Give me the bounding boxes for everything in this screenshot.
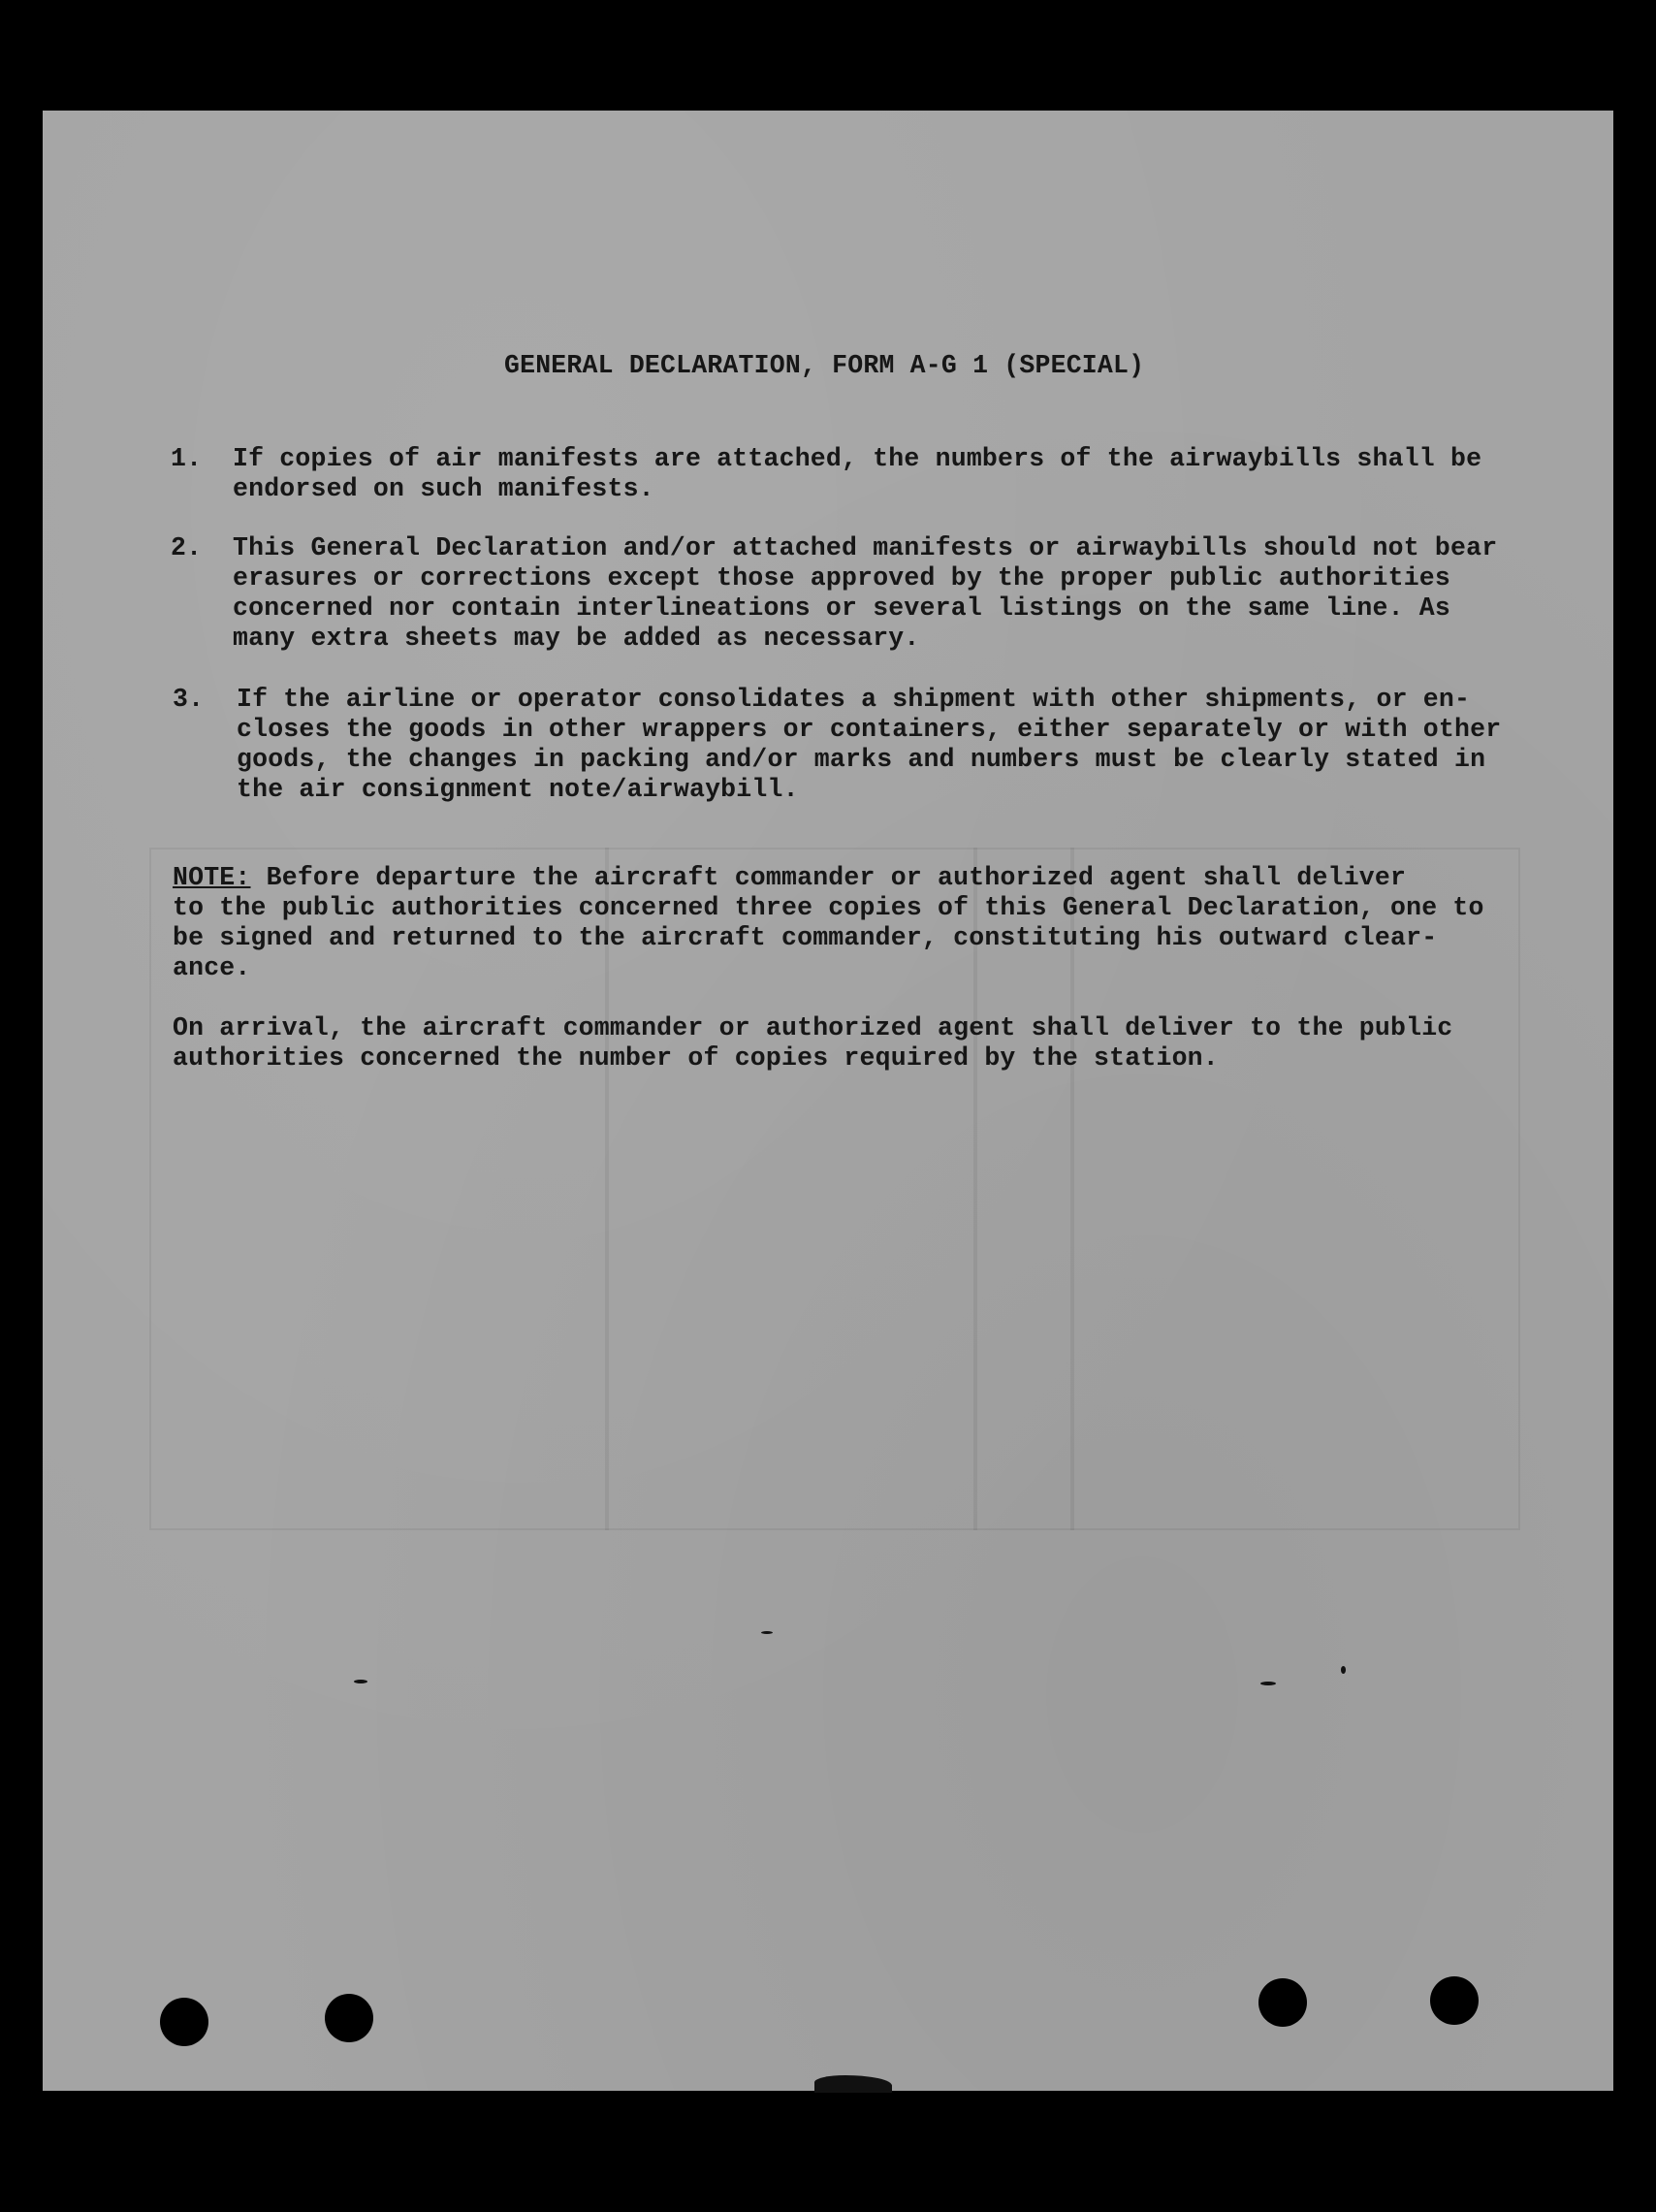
dust-speck	[1341, 1666, 1346, 1674]
paragraph-line: goods, the changes in packing and/or marks and numbers must be clearly stated in	[237, 745, 1486, 774]
punch-hole	[1430, 1976, 1479, 2025]
punch-hole	[160, 1998, 208, 2046]
note-label: NOTE:	[173, 863, 251, 892]
dust-speck	[1260, 1682, 1276, 1685]
paragraph-line: to the public authorities concerned three copies of this General Declaration, one to	[173, 893, 1484, 922]
paragraph-line: closes the goods in other wrappers or containers, either separately or with other	[237, 715, 1502, 744]
paragraph-line: the air consignment note/airwaybill.	[237, 775, 799, 804]
punch-hole	[1258, 1978, 1307, 2027]
paragraph-line: many extra sheets may be added as necessary.	[233, 624, 920, 653]
punch-hole	[325, 1994, 373, 2042]
paragraph-line: On arrival, the aircraft commander or authorized agent shall deliver to the public	[173, 1013, 1453, 1042]
paragraph-line: If copies of air manifests are attached, the numbers of the airwaybills shall be	[233, 444, 1482, 473]
item-number: 2.	[171, 533, 203, 562]
note-paragraph	[173, 863, 1484, 983]
arrival-paragraph	[173, 1013, 1452, 1074]
item-paragraph	[237, 685, 1501, 805]
document-title: GENERAL DECLARATION, FORM A-G 1 (SPECIAL)	[504, 351, 1145, 380]
paragraph-line: This General Declaration and/or attached manifests or airwaybills should not bear	[233, 533, 1498, 562]
paragraph-line: authorities concerned the number of copies required by the station.	[173, 1043, 1219, 1073]
paragraph-line: ance.	[173, 953, 251, 982]
item-paragraph	[233, 444, 1481, 504]
dust-speck	[814, 2075, 892, 2093]
paragraph-line: concerned nor contain interlineations or several listings on the same line. As	[233, 593, 1451, 623]
paragraph-line: endorsed on such manifests.	[233, 474, 654, 503]
paragraph-line: be signed and returned to the aircraft commander, constituting his outward clear-	[173, 923, 1438, 952]
document-page	[43, 111, 1613, 2091]
paragraph-line	[173, 863, 1484, 893]
paragraph-line: erasures or corrections except those approved by the proper public authorities	[233, 563, 1451, 593]
item-number: 3.	[173, 685, 205, 714]
item-number: 1.	[171, 444, 203, 473]
paragraph-line: If the airline or operator consolidates a shipment with other shipments, or en-	[237, 685, 1471, 714]
dust-speck	[761, 1631, 773, 1634]
dust-speck	[354, 1680, 367, 1683]
item-paragraph	[233, 533, 1497, 654]
note-first-line: Before departure the aircraft commander or authorized agent shall deliver	[250, 863, 1407, 892]
